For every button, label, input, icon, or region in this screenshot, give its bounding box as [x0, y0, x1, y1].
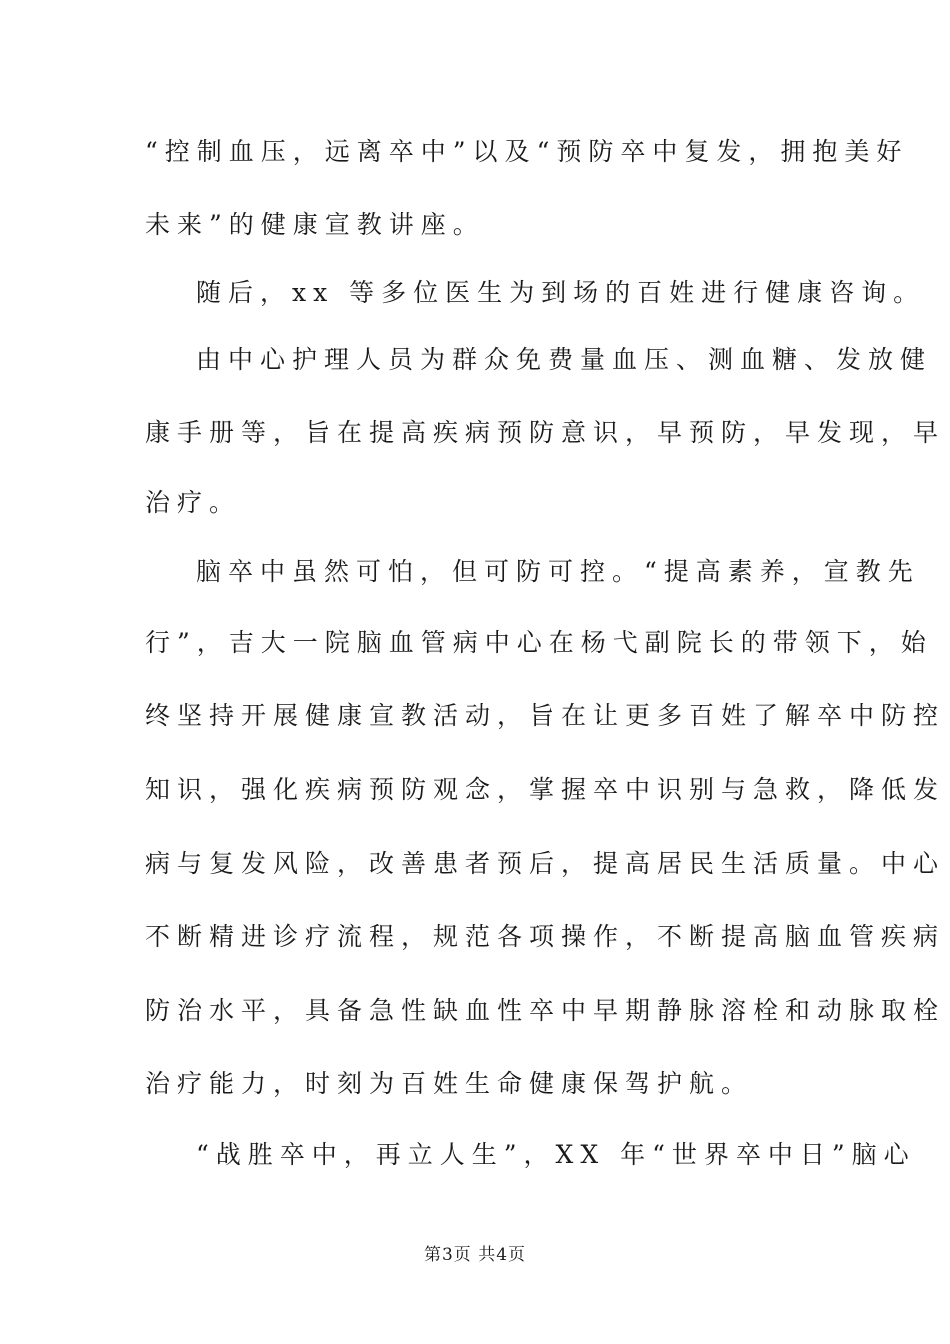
text-line-7: 脑卒中虽然可怕，但可防可控。“提高素养，宣教先 [196, 557, 920, 586]
text-line-3: 随后，xx 等多位医生为到场的百姓进行健康咨询。 [196, 278, 926, 307]
text-line-8: 行”，吉大一院脑血管病中心在杨弋副院长的带领下，始 [145, 628, 933, 657]
text-line-5: 康手册等，旨在提高疾病预防意识，早预防，早发现，早 [145, 418, 946, 447]
text-line-9: 终坚持开展健康宣教活动，旨在让更多百姓了解卒中防控 [145, 701, 946, 730]
text-line-2: 未来”的健康宣教讲座。 [145, 210, 485, 239]
text-line-10: 知识，强化疾病预防观念，掌握卒中识别与急救，降低发 [145, 775, 946, 804]
text-line-12: 不断精进诊疗流程，规范各项操作，不断提高脑血管疾病 [145, 922, 946, 951]
text-line-15: “战胜卒中，再立人生”，XX 年“世界卒中日”脑心 [196, 1140, 916, 1169]
text-line-1: “控制血压，远离卒中”以及“预防卒中复发，拥抱美好 [145, 137, 909, 166]
text-line-6: 治疗。 [145, 488, 242, 517]
text-line-13: 防治水平，具备急性缺血性卒中早期静脉溶栓和动脉取栓 [145, 996, 946, 1025]
page-footer: 第3页 共4页 [423, 1245, 527, 1265]
text-line-4: 由中心护理人员为群众免费量血压、测血糖、发放健 [196, 345, 933, 374]
text-line-14: 治疗能力，时刻为百姓生命健康保驾护航。 [145, 1069, 754, 1098]
text-line-11: 病与复发风险，改善患者预后，提高居民生活质量。中心 [145, 849, 946, 878]
